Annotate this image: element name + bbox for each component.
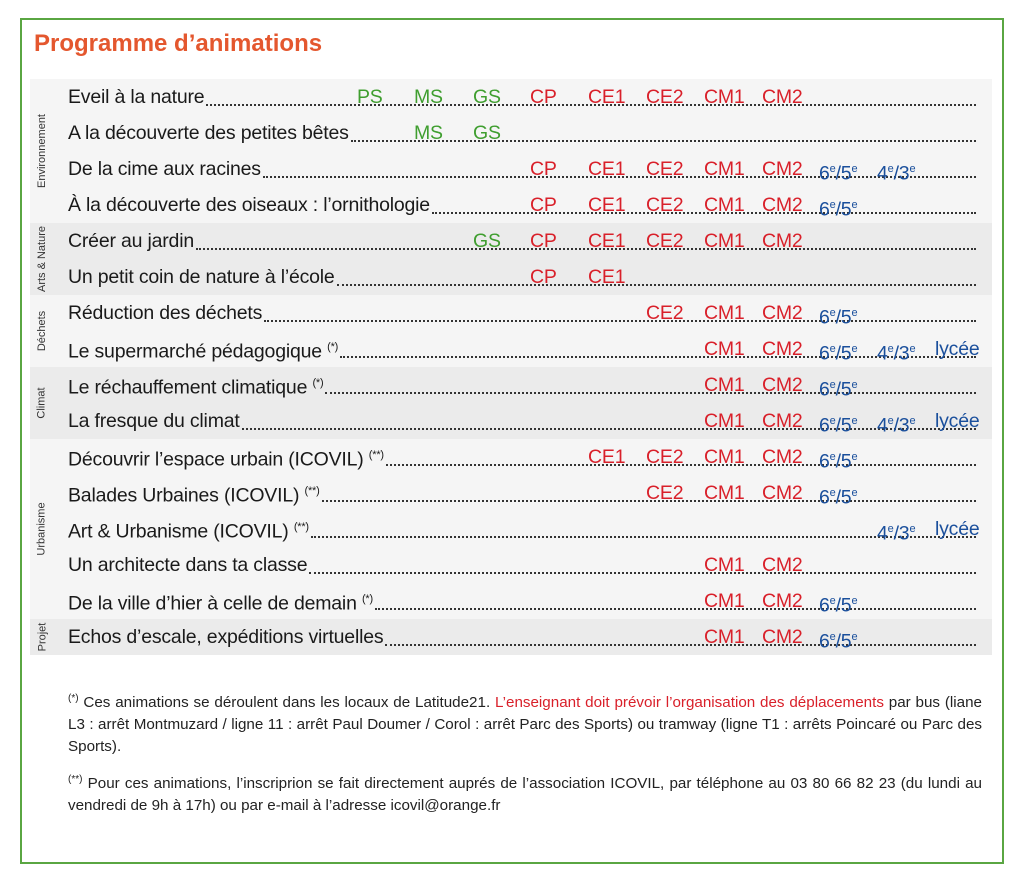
level-six-five: 6e/5e [819, 378, 858, 401]
level-CM2: CM2 [762, 230, 803, 252]
level-CM1: CM1 [704, 590, 745, 612]
footnote-1 [68, 688, 982, 758]
animation-name [68, 509, 309, 550]
level-CE1: CE1 [588, 194, 626, 216]
footnote-2 [68, 769, 982, 817]
level-CM2: CM2 [762, 590, 803, 612]
table-row [30, 367, 992, 403]
group-label-text: Déchets [36, 310, 49, 352]
level-CP: CP [530, 230, 557, 252]
level-CM1: CM1 [704, 482, 745, 504]
level-CM2: CM2 [762, 338, 803, 360]
level-CP: CP [530, 266, 557, 288]
animation-title: Un architecte dans ta classe [68, 554, 308, 576]
level-CE1: CE1 [588, 446, 626, 468]
level-six-five: 6e/5e [819, 414, 858, 437]
table-row [30, 403, 992, 439]
level-six-five: 6e/5e [819, 594, 858, 617]
animation-title: De la ville d’hier à celle de demain [68, 592, 357, 615]
table-row [30, 439, 992, 475]
level-PS: PS [357, 86, 383, 108]
level-six-five: 6e/5e [819, 342, 858, 365]
level-six-five: 6e/5e [819, 162, 858, 185]
group-label-text: Climat [36, 387, 49, 419]
level-CM1: CM1 [704, 194, 745, 216]
group-5 [30, 619, 992, 655]
animation-title: De la cime aux racines [68, 158, 261, 180]
animation-name [68, 581, 373, 622]
level-CP: CP [530, 86, 557, 108]
table-row [30, 475, 992, 511]
footnote-mark: (*) [361, 592, 373, 605]
page-title: Programme d’animations [34, 30, 323, 57]
level-CM2: CM2 [762, 302, 803, 324]
group-label-text: Arts & Nature [36, 225, 48, 293]
level-CM1: CM1 [704, 158, 745, 180]
animations-table [30, 79, 992, 655]
footnote-mark: (**) [293, 520, 309, 533]
group-label-text: Environnement [36, 114, 48, 188]
table-row [30, 583, 992, 619]
footnote-mark: (*) [327, 340, 339, 353]
table-row [30, 511, 992, 547]
level-six-five: 6e/5e [819, 198, 858, 221]
table-row [30, 151, 992, 187]
level-CM2: CM2 [762, 446, 803, 468]
animation-name [68, 403, 240, 439]
animation-title: Art & Urbanisme (ICOVIL) [68, 520, 289, 543]
footnote-2-text: Pour ces animations, l’inscriprion se fait directement auprés de l’association ICOVIL, par téléphone au 03 80 66 82 23 (du lundi au vendredi de 9h à 17h) ou par e-mail à l’adresse icovil@orange.fr [68, 775, 982, 815]
table-row [30, 79, 992, 115]
animation-name [68, 365, 323, 406]
group-label-text: Urbanisme [36, 502, 48, 556]
table-row [30, 331, 992, 367]
level-CM1: CM1 [704, 302, 745, 324]
table-row [30, 259, 992, 295]
level-six-five: 6e/5e [819, 630, 858, 653]
group-3 [30, 367, 992, 439]
dot-leader [307, 547, 978, 583]
dot-leader [323, 367, 978, 403]
table-row [30, 547, 992, 583]
animation-name [68, 619, 383, 655]
animation-title: Le réchauffement climatique [68, 376, 308, 399]
level-CE1: CE1 [588, 86, 626, 108]
level-lycee: lycée [935, 338, 980, 360]
table-row [30, 187, 992, 223]
footnote-1-warning: L’enseignant doit prévoir l’organisation des déplacements [495, 694, 884, 712]
level-CM1: CM1 [704, 86, 745, 108]
animation-title: A la découverte des petites bêtes [68, 122, 349, 144]
level-CM1: CM1 [704, 338, 745, 360]
dot-leader [262, 295, 978, 331]
animation-title: Créer au jardin [68, 230, 194, 252]
level-MS: MS [414, 86, 443, 108]
footnotes [68, 688, 982, 828]
animation-title: Eveil à la nature [68, 86, 205, 108]
animation-title: Réduction des déchets [68, 302, 263, 324]
table-row [30, 115, 992, 151]
dot-leader [383, 619, 978, 655]
animation-name [68, 79, 204, 115]
table-row [30, 619, 992, 655]
level-CP: CP [530, 194, 557, 216]
dot-leader [240, 403, 978, 439]
level-CE2: CE2 [646, 446, 684, 468]
level-GS: GS [473, 86, 501, 108]
level-CP: CP [530, 158, 557, 180]
group-4 [30, 439, 992, 619]
level-CE2: CE2 [646, 302, 684, 324]
level-CE2: CE2 [646, 86, 684, 108]
animation-name [68, 547, 307, 583]
dot-leader [373, 583, 978, 619]
group-2 [30, 295, 992, 367]
level-CM2: CM2 [762, 194, 803, 216]
level-CM2: CM2 [762, 374, 803, 396]
level-lycee: lycée [935, 518, 980, 540]
group-0 [30, 79, 992, 223]
animation-title: À la découverte des oiseaux : l’ornithologie [68, 194, 430, 216]
level-CM1: CM1 [704, 410, 745, 432]
level-GS: GS [473, 230, 501, 252]
animation-name [68, 115, 349, 151]
table-row [30, 223, 992, 259]
animation-title: Le supermarché pédagogique [68, 340, 322, 363]
animation-title: La fresque du climat [68, 410, 240, 432]
footnote-1-mark: (*) [68, 693, 79, 704]
animation-title: Découvrir l’espace urbain (ICOVIL) [68, 448, 364, 471]
level-four-three: 4e/3e [877, 414, 916, 437]
level-CM1: CM1 [704, 374, 745, 396]
animation-name [68, 151, 261, 187]
level-CE1: CE1 [588, 158, 626, 180]
level-CE2: CE2 [646, 158, 684, 180]
level-four-three: 4e/3e [877, 342, 916, 365]
animation-name [68, 259, 335, 295]
level-CE1: CE1 [588, 266, 626, 288]
animation-title: Balades Urbaines (ICOVIL) [68, 484, 300, 507]
level-four-three: 4e/3e [877, 522, 916, 545]
level-lycee: lycée [935, 410, 980, 432]
level-CM2: CM2 [762, 158, 803, 180]
table-row [30, 295, 992, 331]
level-six-five: 6e/5e [819, 450, 858, 473]
dot-leader [335, 259, 978, 295]
footnote-2-mark: (**) [68, 774, 83, 786]
footnote-mark: (**) [368, 448, 384, 461]
animation-name [68, 295, 262, 331]
level-CM2: CM2 [762, 86, 803, 108]
level-CE2: CE2 [646, 230, 684, 252]
level-six-five: 6e/5e [819, 486, 858, 509]
level-GS: GS [473, 122, 501, 144]
level-MS: MS [414, 122, 443, 144]
level-CM1: CM1 [704, 230, 745, 252]
level-six-five: 6e/5e [819, 306, 858, 329]
level-CM2: CM2 [762, 554, 803, 576]
animation-name [68, 437, 384, 478]
footnote-1-rest: par bus (liane L3 : arrêt Montmuzard / ligne 11 : arrêt Paul Doumer / Corol : arrêt Parc des Sports) ou tramway (ligne T1 : arrêts Poincaré ou Parc des Sports). [68, 694, 982, 756]
level-CE1: CE1 [588, 230, 626, 252]
level-CM1: CM1 [704, 446, 745, 468]
animation-name [68, 223, 194, 259]
footnote-1-text: Ces animations se déroulent dans les locaux de Latitude21. [78, 694, 496, 712]
level-CM2: CM2 [762, 410, 803, 432]
level-CM1: CM1 [704, 626, 745, 648]
level-CM1: CM1 [704, 554, 745, 576]
animation-name [68, 473, 320, 514]
animation-name [68, 187, 430, 223]
footnote-mark: (*) [312, 376, 324, 389]
level-CM2: CM2 [762, 482, 803, 504]
group-label-text: Projet [36, 622, 48, 652]
animation-title: Echos d’escale, expéditions virtuelles [68, 626, 384, 648]
animation-name [68, 329, 338, 370]
level-four-three: 4e/3e [877, 162, 916, 185]
footnote-mark: (**) [304, 484, 320, 497]
level-CE2: CE2 [646, 482, 684, 504]
group-1 [30, 223, 992, 295]
level-CM2: CM2 [762, 626, 803, 648]
level-CE2: CE2 [646, 194, 684, 216]
animation-title: Un petit coin de nature à l’école [68, 266, 335, 288]
